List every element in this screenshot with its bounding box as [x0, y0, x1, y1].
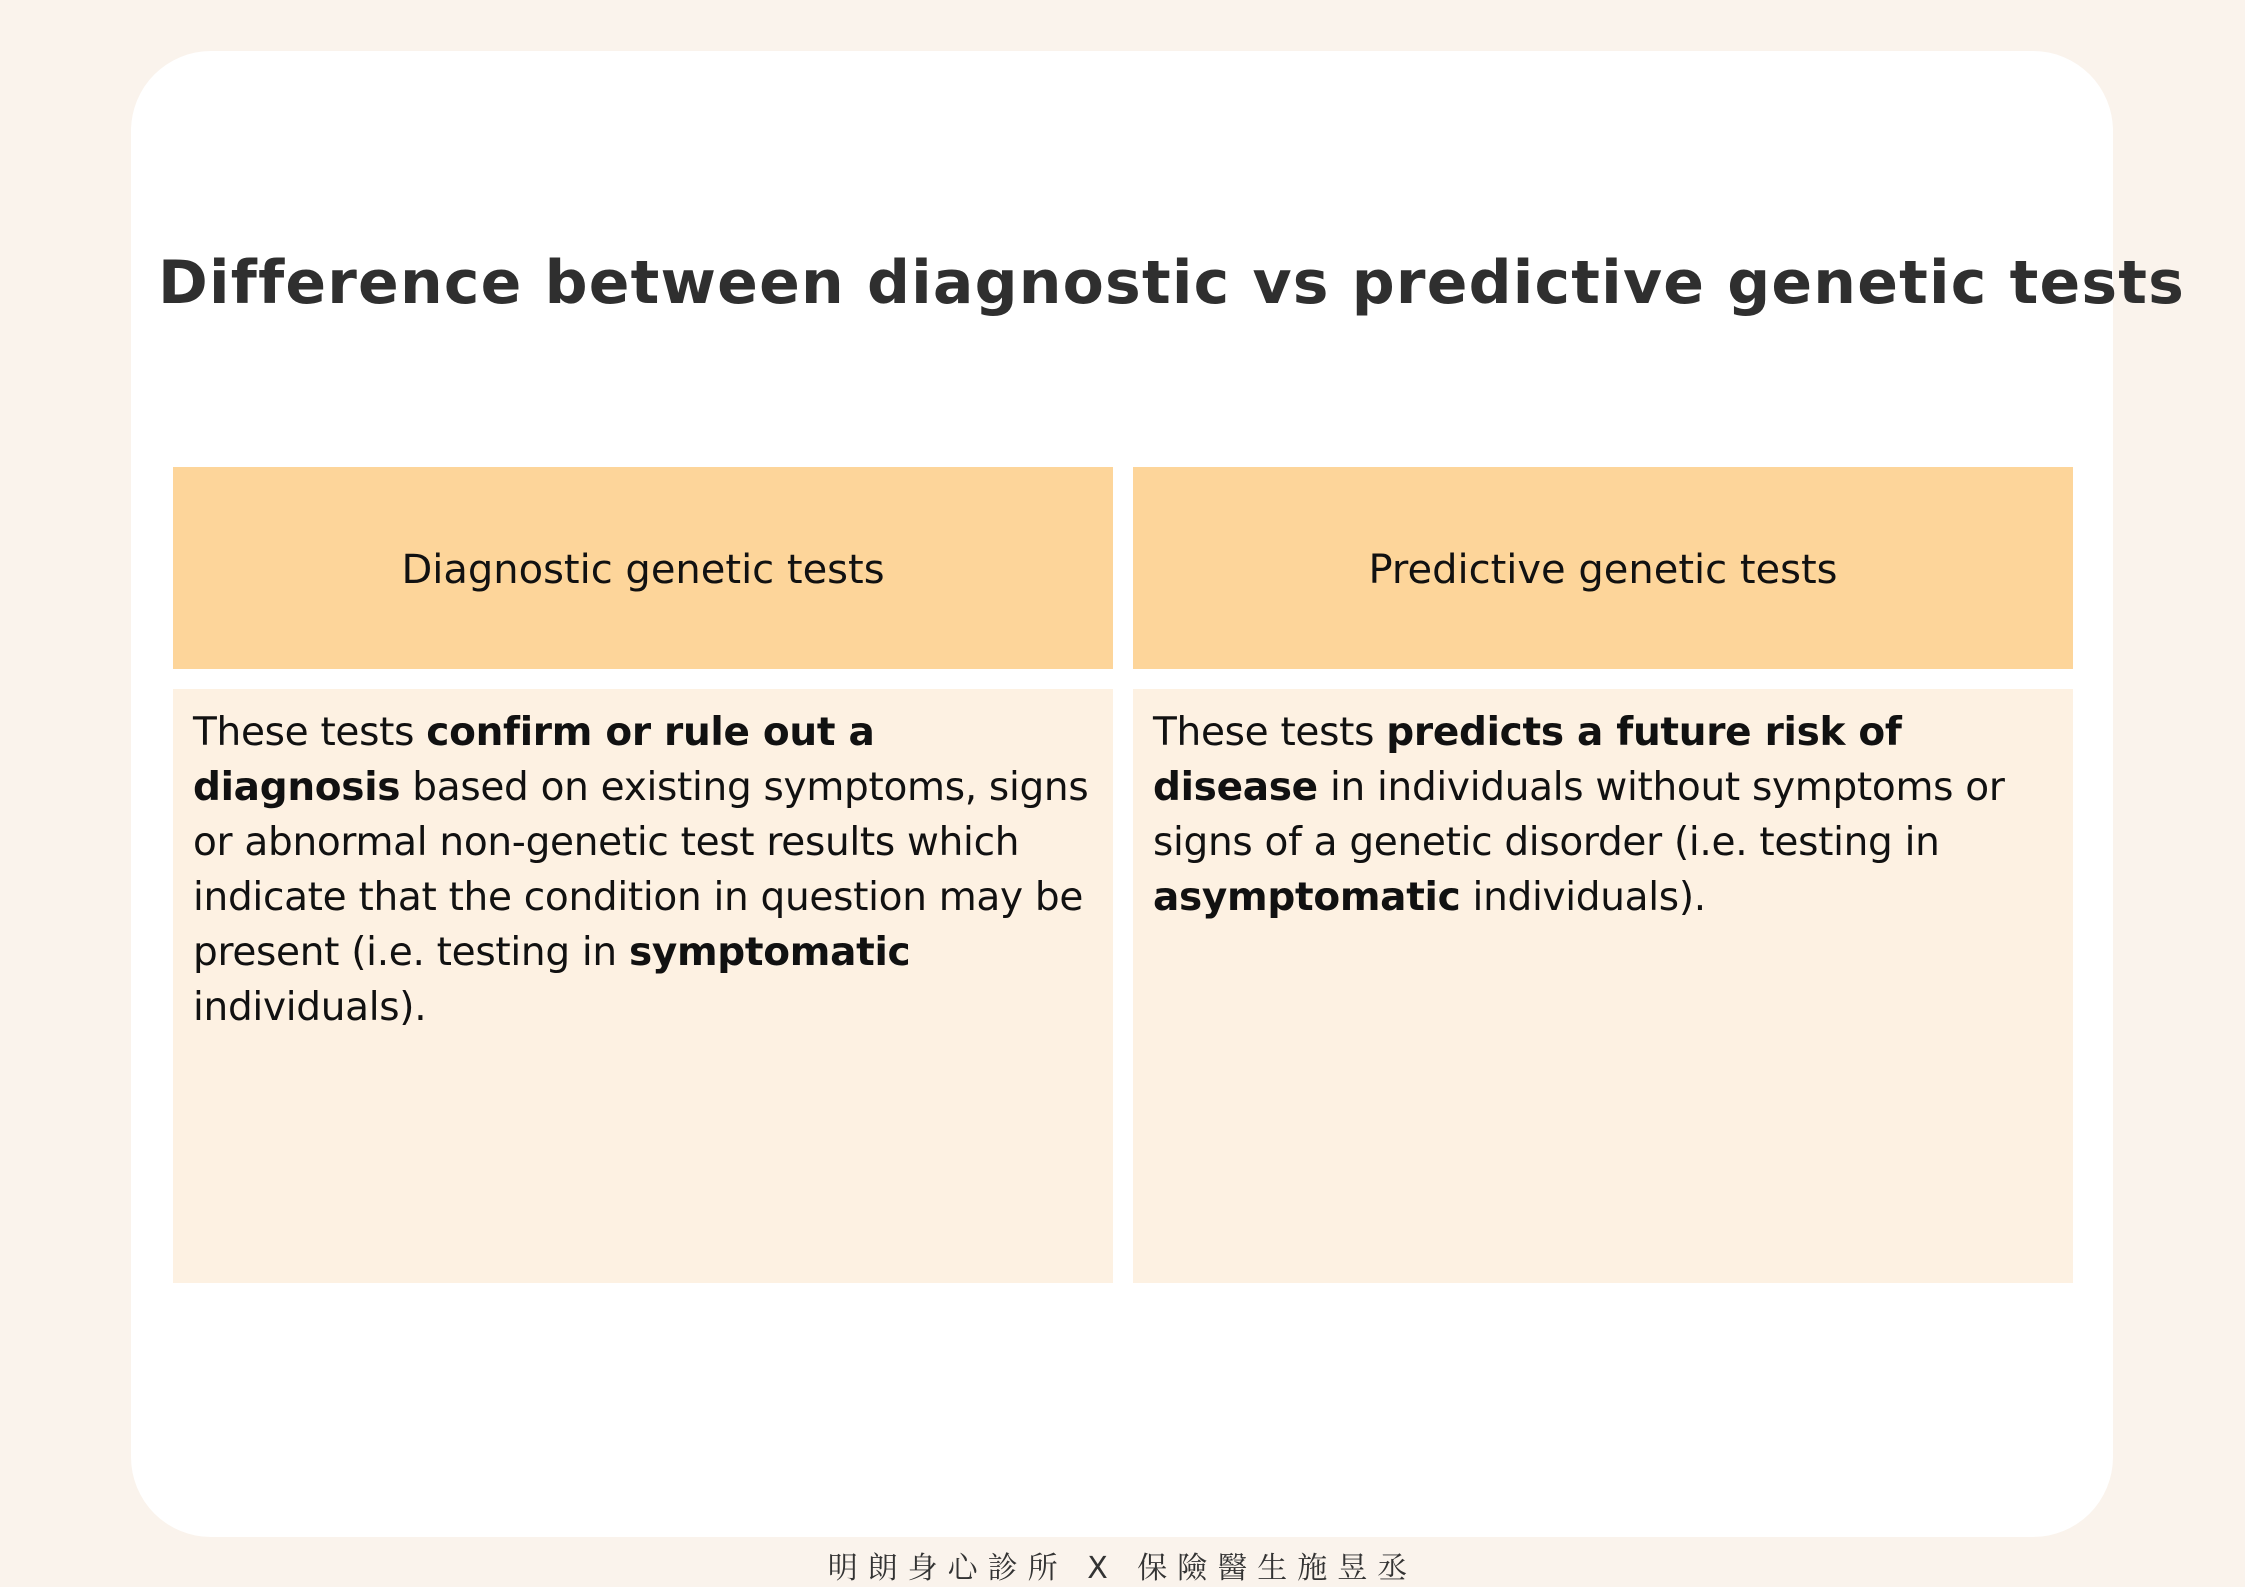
- column-body-diagnostic: [173, 689, 1113, 1283]
- column-header-predictive: Predictive genetic tests: [1133, 467, 2073, 669]
- body-text: individuals).: [193, 985, 427, 1030]
- column-header-diagnostic: Diagnostic genetic tests: [173, 467, 1113, 669]
- body-text: These tests: [193, 710, 427, 755]
- page-title: Difference between diagnostic vs predictive genetic tests: [158, 248, 2186, 318]
- comparison-table: [173, 467, 2073, 1283]
- column-diagnostic: [173, 467, 1113, 1283]
- body-bold-text: confirm or rule out a diagnosis: [193, 710, 875, 810]
- body-text: These tests: [1153, 710, 1387, 755]
- body-bold-text: symptomatic: [628, 930, 911, 975]
- body-text: individuals).: [1460, 875, 1706, 920]
- column-predictive: [1133, 467, 2073, 1283]
- body-bold-text: asymptomatic: [1153, 875, 1461, 920]
- body-text: in individuals without symptoms or signs of a genetic disorder (i.e. testing in: [1153, 765, 2005, 865]
- body-text: based on existing symptoms, signs or abnormal non-genetic test results which indicate that the condition in question may be present (i.e. testing in: [193, 765, 1089, 975]
- column-body-predictive: [1133, 689, 2073, 1283]
- footer-credit: 明朗身心診所 X 保險醫生施昱丞: [827, 1551, 1418, 1586]
- body-bold-text: predicts a future risk of disease: [1153, 710, 1902, 810]
